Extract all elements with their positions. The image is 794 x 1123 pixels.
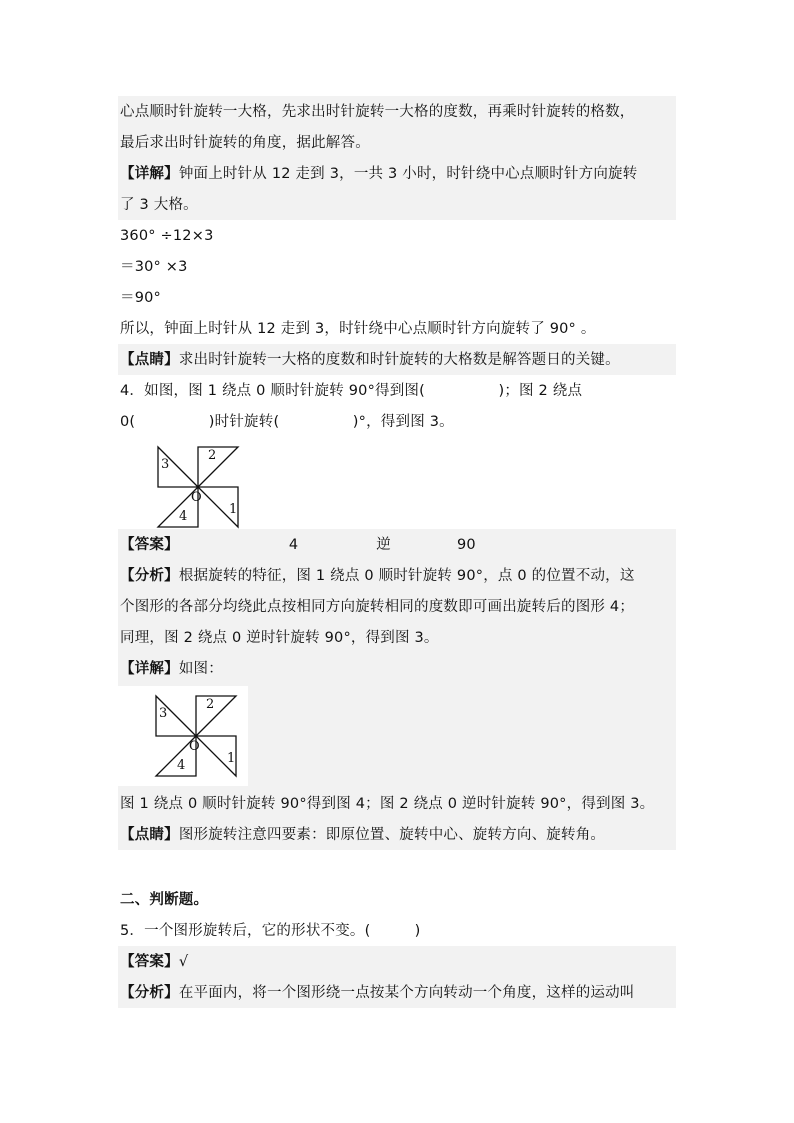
figure-card bbox=[118, 686, 248, 786]
pinwheel-figure-answer bbox=[138, 694, 248, 778]
label-3: 3 bbox=[161, 457, 170, 472]
analysis-4-line-1: 【分析】根据旋转的特征，图 1 绕点 0 顺时针旋转 90°，点 0 的位置不动，这 bbox=[118, 560, 676, 591]
detail-line-2: 了 3 大格。 bbox=[118, 189, 676, 220]
answer-5: 【答案】√ bbox=[118, 946, 676, 977]
key-point-4: 【点睛】图形旋转注意四要素：即原位置、旋转中心、旋转方向、旋转角。 bbox=[118, 819, 676, 850]
detail-conclusion: 所以，钟面上时针从 12 走到 3，时针绕中心点顺时针方向旋转了 90° 。 bbox=[120, 321, 596, 337]
detail-4: 【详解】如图： bbox=[118, 653, 676, 684]
content-column bbox=[118, 96, 676, 1008]
detail-line-1: 【详解】钟面上时针从 12 走到 3，一共 3 小时，时针绕中心点顺时针方向旋转 bbox=[118, 158, 676, 189]
label-2: 2 bbox=[208, 448, 217, 463]
question-4-line-1: 4．如图，图 1 绕点 0 顺时针旋转 90°得到图( )；图 2 绕点 bbox=[120, 383, 583, 399]
analysis-4-line-2: 个图形的各部分均绕此点按相同方向旋转相同的度数即可画出旋转后的图形 4； bbox=[118, 591, 676, 622]
answer-4-blank-2: 逆 bbox=[376, 537, 391, 553]
question-4-figure bbox=[118, 437, 676, 529]
label-1: 1 bbox=[227, 751, 236, 766]
key-point-tag: 【点睛】 bbox=[120, 352, 179, 368]
pinwheel-figure bbox=[140, 445, 250, 529]
label-4: 4 bbox=[179, 509, 188, 524]
analysis-line-2: 最后求出时针旋转的角度，据此解答。 bbox=[118, 127, 676, 158]
answer-4-blank-1: 4 bbox=[288, 537, 299, 553]
label-center: O bbox=[189, 739, 200, 754]
label-1: 1 bbox=[229, 502, 238, 517]
key-point-1: 【点睛】求出时针旋转一大格的度数和时针旋转的大格数是解答题日的关键。 bbox=[118, 344, 676, 375]
analysis-line-1: 心点顺时针旋转一大格，先求出时针旋转一大格的度数，再乘时针旋转的格数， bbox=[118, 96, 676, 127]
answer-4-blank-3: 90 bbox=[456, 537, 476, 553]
equation-1: 360° ÷12×3 bbox=[120, 228, 214, 244]
label-4: 4 bbox=[177, 758, 186, 773]
analysis-4-line-3: 同理，图 2 绕点 0 逆时针旋转 90°，得到图 3。 bbox=[118, 622, 676, 653]
answer-4: 【答案】 4 逆 90 bbox=[118, 529, 676, 560]
detail-4-conclusion: 图 1 绕点 0 顺时针旋转 90°得到图 4；图 2 绕点 0 逆时针旋转 90°，得到图 3。 bbox=[118, 788, 676, 819]
triangle-2 bbox=[196, 696, 236, 736]
detail-4-figure bbox=[118, 684, 676, 788]
question-4-line-2: 0( )时针旋转( )°，得到图 3。 bbox=[120, 414, 454, 430]
equation-2: ＝30° ×3 bbox=[120, 259, 188, 275]
question-5: 5．一个图形旋转后，它的形状不变。( ) bbox=[120, 923, 421, 939]
detail-tag: 【详解】 bbox=[120, 166, 179, 182]
label-center: O bbox=[191, 490, 202, 505]
equation-3: ＝90° bbox=[120, 290, 162, 306]
section-gap bbox=[118, 850, 676, 884]
section-title: 二、判断题。 bbox=[120, 892, 209, 908]
label-2: 2 bbox=[206, 697, 215, 712]
label-3: 3 bbox=[159, 706, 168, 721]
answer-5-value: √ bbox=[178, 954, 189, 970]
triangle-2 bbox=[198, 447, 238, 487]
analysis-5: 【分析】在平面内，将一个图形绕一点按某个方向转动一个角度，这样的运动叫 bbox=[118, 977, 676, 1008]
